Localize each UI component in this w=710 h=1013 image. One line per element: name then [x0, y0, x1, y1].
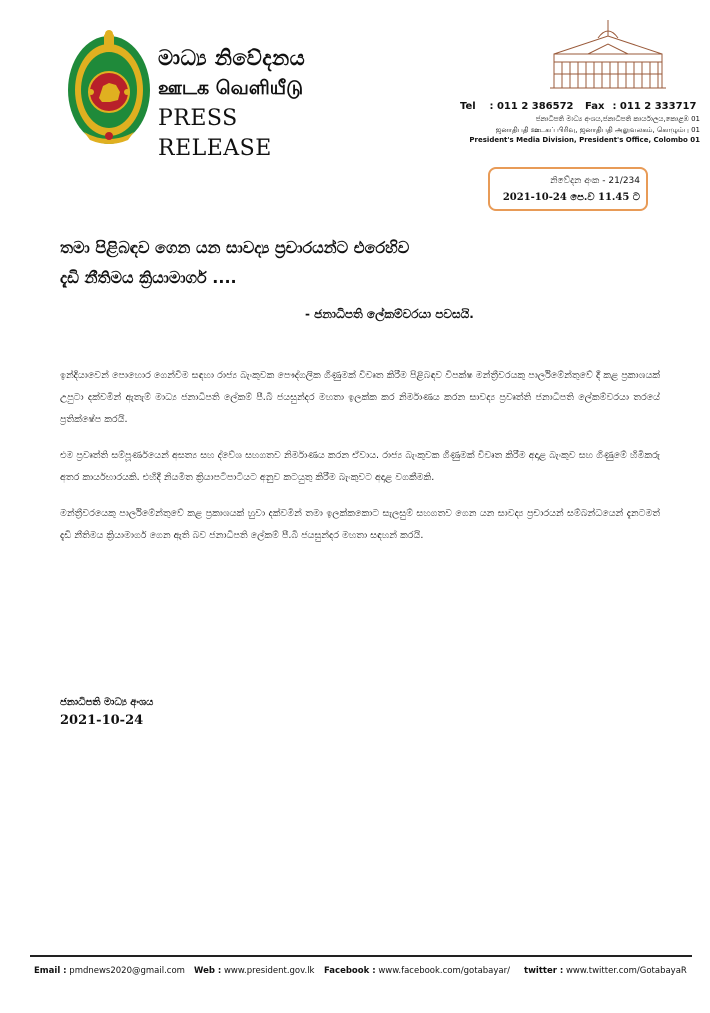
footer-email — [34, 964, 185, 978]
signature-block — [60, 694, 153, 730]
sri-lanka-emblem-icon — [66, 28, 152, 146]
twitter-label: twitter : — [524, 966, 564, 976]
body-paragraph: ඉන්දියාවෙන් පොහොර ගෙන්වීම සඳහා රාජ්‍ය බැංකුවක පෞද්ගලික ගිණුමක් විවෘත කිරීම පිළිබඳව විපක්ෂ මන්ත්‍රීවරයකු පාර්ලිමේන්තුවේ දී කළ ප්‍රකාශයක් උපුටා දක්වමින් ඇතැම් මාධ්‍ය ජනාධිපති ලේකම් පී.බී ජයසුන්දර මහතා ඉලක්ක කර නිර්මාණය කරන සාවද්‍ය ප්‍රවෘත්ති ජනාධිපති ලේකම්වරයා තරයේ ප්‍රතික්ෂේප කරයි. — [60, 370, 660, 425]
body-paragraph: එම ප්‍රවෘත්ති සම්පූර්ණයෙන් අසත්‍ය සහ ද්වේශ සහගතව නිර්මාණය කරන ඒවාය. රාජ්‍ය බැංකුවක ගිණුමක් විවෘත කිරීම අදාළ බැංකුව සහ ගිණුමේ හිමිකරු අතර කාර්යභාරයකි. එහිදී නියමිත ක්‍රියාපටිපාටියට අනුව කටයුතු කිරීම බැංකුවට අදාළ වගකීමකි. — [60, 450, 660, 483]
tel-label: Tel — [460, 101, 476, 112]
release-number-box — [488, 167, 648, 211]
headline-byline: - ජනාධිපති ලේකම්වරයා පවසයි. — [305, 307, 474, 321]
address-english: President's Media Division, President's Office, Colombo 01 — [469, 136, 700, 144]
title-english: PRESS RELEASE — [158, 106, 272, 161]
facebook-label: Facebook : — [324, 966, 376, 976]
address-sinhala: ජනාධිපති මාධ්‍ය අංශය,ජනාධිපති කාර්යාලය,කොළඹ 01 — [535, 115, 700, 123]
footer-divider — [30, 955, 692, 957]
title-tamil: ஊடக வெளியீடு — [158, 77, 304, 99]
release-datetime: 2021-10-24 පෙ.ව 11.45 ට — [502, 192, 640, 203]
headline-line-1: තමා පිළිබඳව ගෙන යන සාවද්‍ය ප්‍රචාරයන්ට එරෙහිව — [60, 238, 410, 257]
facebook-value: www.facebook.com/gotabayar/ — [378, 966, 510, 976]
footer-web — [194, 964, 314, 978]
body-paragraph: මන්ත්‍රීවරයෙකු පාර්ලිමේන්තුවේ කළ ප්‍රකාශයක් හුවා දක්වමින් තමා ඉලක්කකොට සැලසුම් සහගතව ගෙන යන සාවද්‍ය ප්‍රචාරයන් සම්බන්ධයෙන් දැනටමත් දැඩි නීතිමය ක්‍රියාමාර්ග ගෙන ඇති බව ජනාධිපති ලේකම් පී.බී ජයසුන්දර මහතා සඳහන් කරයි. — [60, 508, 660, 541]
title-sinhala: මාධ්‍ය නිවේදනය — [158, 46, 306, 70]
footer-twitter — [524, 964, 687, 978]
signature-department: ජනාධිපති මාධ්‍ය අංශය — [60, 697, 154, 708]
release-number: නිවේදන අංක - 21/234 — [550, 176, 640, 186]
letterhead-titles — [158, 44, 358, 164]
tel-fax-line — [460, 100, 700, 114]
address-tamil: ஜனாதிபதி ஊடகப் பிரிவு, ஜனாதிபதி அலுவலகம், கொழும்பு 01 — [495, 125, 700, 134]
fax-label: Fax — [584, 101, 605, 112]
web-value: www.president.gov.lk — [223, 966, 315, 976]
fax-value: : 011 2 333717 — [612, 101, 697, 112]
press-release-body — [60, 365, 660, 561]
web-label: Web : — [194, 966, 222, 976]
twitter-value: www.twitter.com/GotabayaR — [565, 966, 687, 976]
presidential-secretariat-building-icon — [548, 18, 668, 92]
email-value: pmdnews2020@gmail.com — [69, 966, 185, 976]
signature-date: 2021-10-24 — [60, 713, 144, 728]
headline-line-2: දැඩි නීතිමය ක්‍රියාමාර්ග .... — [60, 268, 237, 287]
contact-details — [460, 100, 700, 146]
tel-value: : 011 2 386572 — [489, 101, 574, 112]
footer-facebook — [324, 964, 510, 978]
email-label: Email : — [34, 966, 67, 976]
headline — [60, 233, 650, 321]
letterhead — [0, 0, 710, 203]
